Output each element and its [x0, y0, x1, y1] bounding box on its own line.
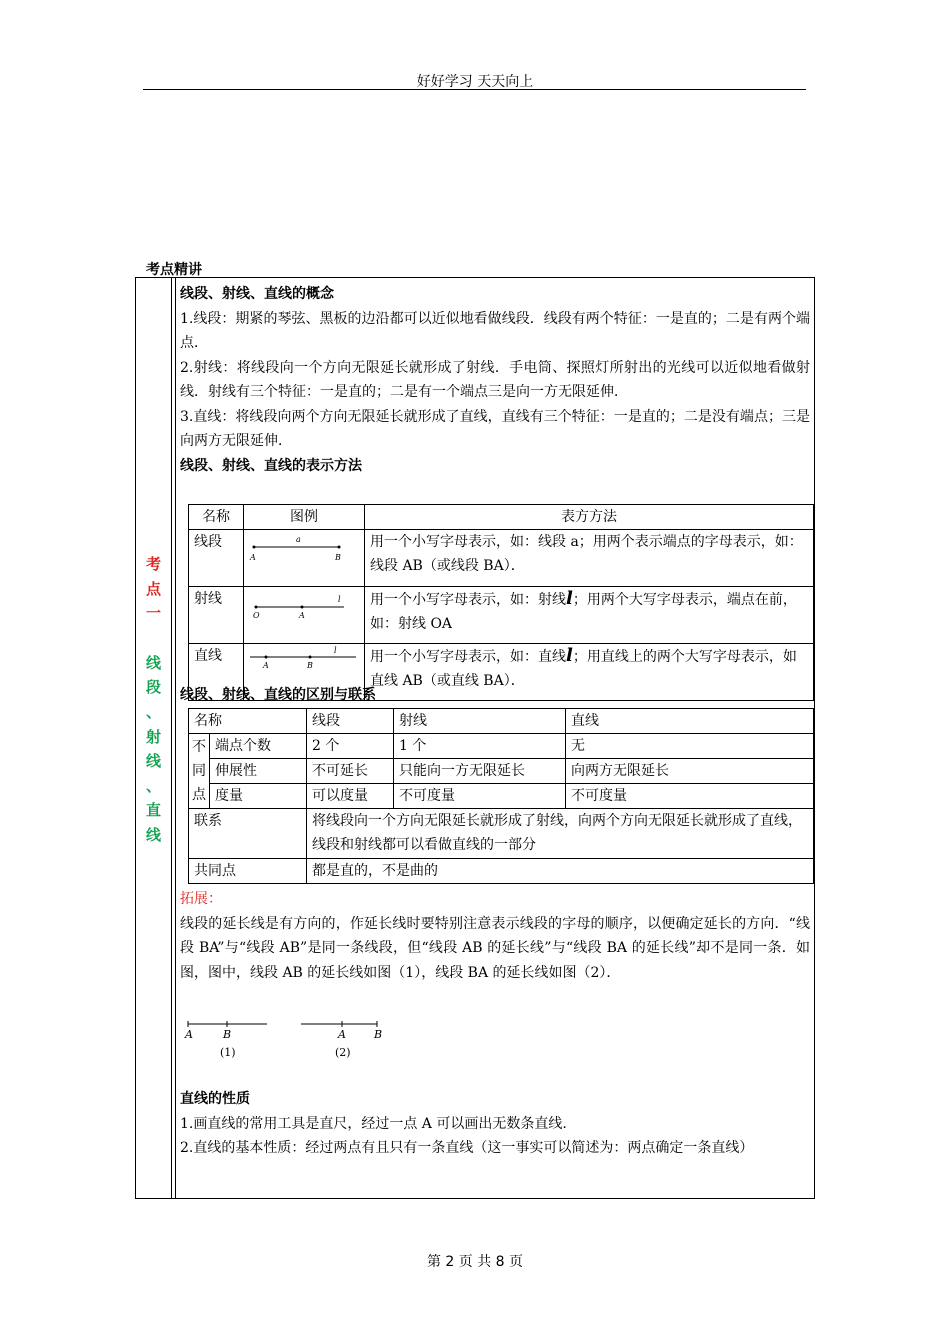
label-o: O [253, 611, 260, 620]
section-title: 考点精讲 [146, 262, 202, 278]
point-b [338, 546, 341, 549]
property-block [180, 1087, 810, 1161]
label-a: A [299, 611, 305, 620]
extension-text: 线段的延长线是有方向的，作延长线时要特别注意表示线段的字母的顺序，以便确定延长的方向．“线段 BA”与“线段 AB”是同一条线段，但“线段 AB 的延长线”与“线段 BA 的延长线”却不是同一条．如图，图中，线段 AB 的延长线如图（1），线段 BA 的延长线如图（2）． [180, 915, 810, 981]
point-o [255, 606, 258, 609]
diff-cell: 向两方无限延长 [566, 759, 814, 784]
concept-p2: 2.射线：将线段向一个方向无限延长就形成了射线．手电筒、探照灯所射出的光线可以近似地看做射线．射线有三个特征：一是直的；二是有一个端点三是向一方无限延伸． [180, 359, 810, 400]
label-a: A [263, 661, 269, 670]
label-a: A [250, 553, 256, 562]
property-p1: 1.画直线的常用工具是直尺，经过一点 A 可以画出无数条直线. [180, 1115, 567, 1132]
point-b [309, 656, 312, 659]
repr-row-name: 线段 [189, 530, 244, 587]
segment-figure [244, 530, 365, 587]
diff-cell: 只能向一方无限延长 [394, 759, 566, 784]
property-p2: 2.直线的基本性质：经过两点有且只有一条直线（这一事实可以简述为：两点确定一条直线） [180, 1140, 754, 1156]
label-seg-a: a [296, 535, 301, 544]
repr-row-desc: 用一个小写字母表示，如：线段 a；用两个表示端点的字母表示，如：线段 AB（或线段 BA）． [365, 530, 814, 587]
diff-cell: 不可延长 [307, 759, 394, 784]
repr-header: 图例 [244, 505, 365, 530]
diff-table [188, 708, 814, 884]
repr-row-desc [365, 644, 814, 701]
side-label-char: 线 [145, 752, 161, 771]
repr-desc-b: ；用两个大写字母表示，端点在前，如：射线 OA [370, 592, 797, 632]
common-label: 共同点 [189, 859, 307, 884]
extension-block [180, 887, 810, 985]
diff-header: 直线 [566, 709, 814, 734]
diff-header: 线段 [307, 709, 394, 734]
label-l: l [334, 646, 337, 655]
diff-cell: 1 个 [394, 734, 566, 759]
relation-label: 联系 [189, 809, 307, 859]
fig1-label-a: A [185, 1028, 193, 1041]
side-label-char: 考 [145, 555, 161, 573]
segment-diagram [244, 530, 364, 578]
l-symbol: l [566, 588, 573, 609]
extension-label: 拓展： [180, 891, 222, 907]
diff-cell: 不可度量 [394, 784, 566, 809]
repr-header: 名称 [189, 505, 244, 530]
side-label-char: 射 [145, 727, 161, 746]
concept-p1: 1.线段：期紧的琴弦、黑板的边沿都可以近似地看做线段．线段有两个特征：一是直的；二是有两个端点． [180, 310, 810, 351]
side-label-char: 点 [145, 579, 161, 598]
fig1-caption: (1) [220, 1046, 236, 1059]
diff-cell: 无 [566, 734, 814, 759]
diff-cell: 端点个数 [210, 734, 307, 759]
page-footer: 第 2 页 共 8 页 [426, 1254, 524, 1270]
point-a [265, 656, 268, 659]
repr-title: 线段、射线、直线的表示方法 [180, 457, 362, 474]
page-header: 好好学习 天天向上 [416, 74, 534, 90]
side-column-inner [172, 278, 176, 1198]
property-title: 直线的性质 [180, 1091, 250, 1107]
diff-cell: 2 个 [307, 734, 394, 759]
ray-diagram [244, 587, 364, 635]
side-label-char: 、 [145, 702, 161, 721]
label-b: B [307, 661, 313, 670]
concept-title: 线段、射线、直线的概念 [180, 286, 334, 302]
content-box [135, 277, 815, 1199]
diff-cell: 不可度量 [566, 784, 814, 809]
fig2-label-a: A [338, 1028, 346, 1041]
fig2-label-b: B [374, 1028, 383, 1041]
fig1-label-b: B [223, 1028, 232, 1041]
diff-group-char: 不 [192, 739, 206, 755]
repr-row-name: 直线 [189, 644, 244, 701]
side-label-char: 段 [145, 678, 161, 697]
side-label [136, 552, 171, 848]
side-label-char: 线 [145, 825, 161, 844]
side-label-char: 直 [145, 801, 161, 820]
diff-cell: 伸展性 [210, 759, 307, 784]
diff-group-char: 同 [192, 763, 206, 779]
diff-group-char: 点 [192, 787, 206, 803]
diff-header: 射线 [394, 709, 566, 734]
repr-desc-a: 用一个小写字母表示，如：直线 [370, 649, 566, 665]
main-content [180, 278, 810, 478]
repr-table [188, 504, 814, 701]
extension-figures [180, 1016, 400, 1064]
repr-desc-a: 用一个小写字母表示，如：射线 [370, 592, 566, 608]
diff-cell: 度量 [210, 784, 307, 809]
diff-group-label [189, 734, 210, 809]
label-b: B [335, 553, 341, 562]
repr-row-desc [365, 587, 814, 644]
side-label-char: 线 [145, 653, 161, 672]
repr-row-name: 射线 [189, 587, 244, 644]
repr-desc-b: ；用直线上的两个大写字母表示，如直线 AB（或直线 BA）． [370, 649, 797, 689]
relation-text: 将线段向一个方向无限延长就形成了射线，向两个方向无限延长就形成了直线，线段和射线都可以看做直线的一部分 [307, 809, 814, 859]
point-a [253, 546, 256, 549]
diff-title: 线段、射线、直线的区别与联系 [180, 687, 376, 703]
ray-figure [244, 587, 365, 644]
header-rule [143, 89, 806, 90]
side-label-char: 、 [145, 776, 161, 795]
point-a [301, 606, 304, 609]
repr-header: 表方方法 [365, 505, 814, 530]
concept-p3: 3.直线：将线段向两个方向无限延长就形成了直线，直线有三个特征：一是直的；二是没有端点；三是向两方无限延伸． [180, 408, 810, 449]
diff-header: 名称 [189, 709, 307, 734]
common-text: 都是直的，不是曲的 [307, 859, 814, 884]
l-symbol: l [566, 645, 573, 666]
side-label-char: 一 [145, 604, 161, 623]
diff-cell: 可以度量 [307, 784, 394, 809]
fig2-caption: (2) [335, 1046, 351, 1059]
label-l: l [338, 595, 341, 604]
